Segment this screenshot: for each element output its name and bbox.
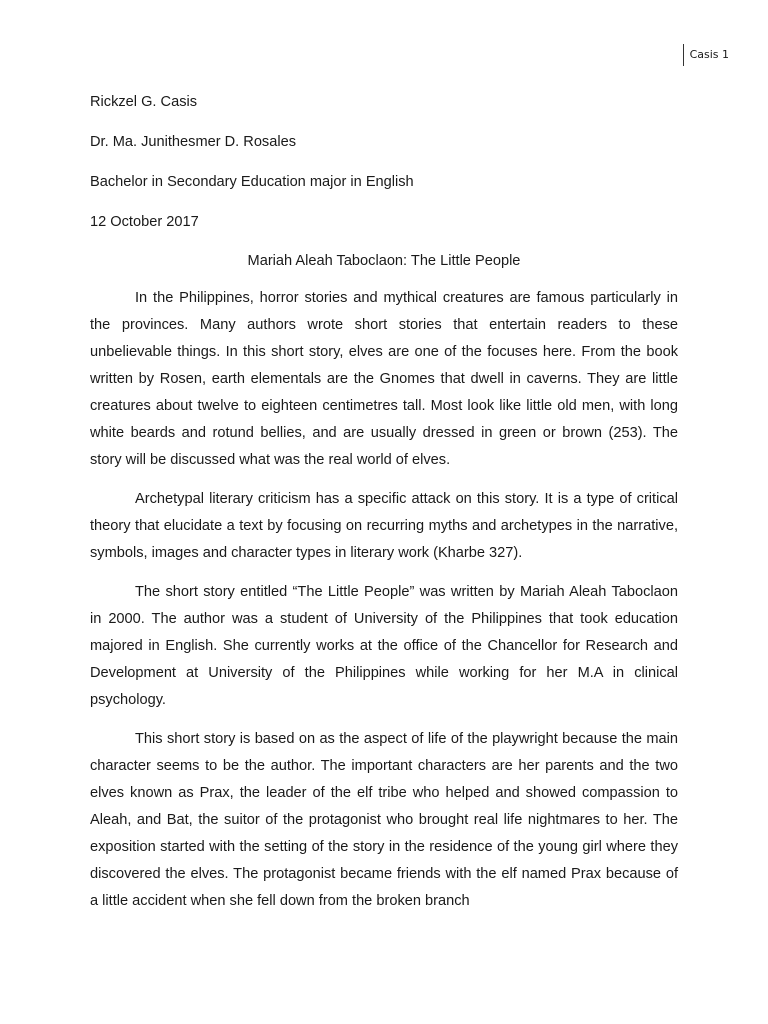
- essay-date: 12 October 2017: [90, 214, 199, 230]
- body-paragraph-4: This short story is based on as the aspect of life of the playwright because the main character seems to be the author. The important characters are her parents and the two elves known as Prax, the leader of the elf tribe who helped and showed compassion to Aleah, and Bat, the suitor of the protagonist who brought real life nightmares to her. The exposition started with the setting of the story in the residence of the young girl where they discovered the elves. The protagonist became friends with the elf named Prax because of a little accident when she fell down from the broken branch: [90, 731, 678, 909]
- body-paragraph-3: The short story entitled “The Little People” was written by Mariah Aleah Taboclaon in 2000. The author was a student of University of the Philippines that took education majored in English. She currently works at the office of the Chancellor for Research and Development at University of the Philippines while working for her M.A in clinical psychology.: [90, 584, 678, 708]
- essay-body: [90, 285, 678, 915]
- instructor-name: Dr. Ma. Junithesmer D. Rosales: [90, 134, 297, 150]
- author-name: Rickzel G. Casis: [90, 94, 198, 110]
- running-header: Casis 1: [683, 44, 729, 66]
- body-paragraph-1: In the Philippines, horror stories and mythical creatures are famous particularly in the provinces. Many authors wrote short stories that entertain readers to these unbelievable things. In this short story, elves are one of the focuses here. From the book written by Rosen, earth elementals are the Gnomes that dwell in caverns. They are little creatures about twelve to eighteen centimetres tall. Most look like little old men, with long white beards and rotund bellies, and are usually dressed in green or brown (253). The story will be discussed what was the real world of elves.: [90, 290, 678, 468]
- body-paragraph-2: Archetypal literary criticism has a specific attack on this story. It is a type of critical theory that elucidate a text by focusing on recurring myths and archetypes in the narrative, symbols, images and character types in literary work (Kharbe 327).: [90, 491, 678, 561]
- course-name: Bachelor in Secondary Education major in English: [90, 174, 414, 190]
- essay-title: Mariah Aleah Taboclaon: The Little People: [247, 253, 521, 269]
